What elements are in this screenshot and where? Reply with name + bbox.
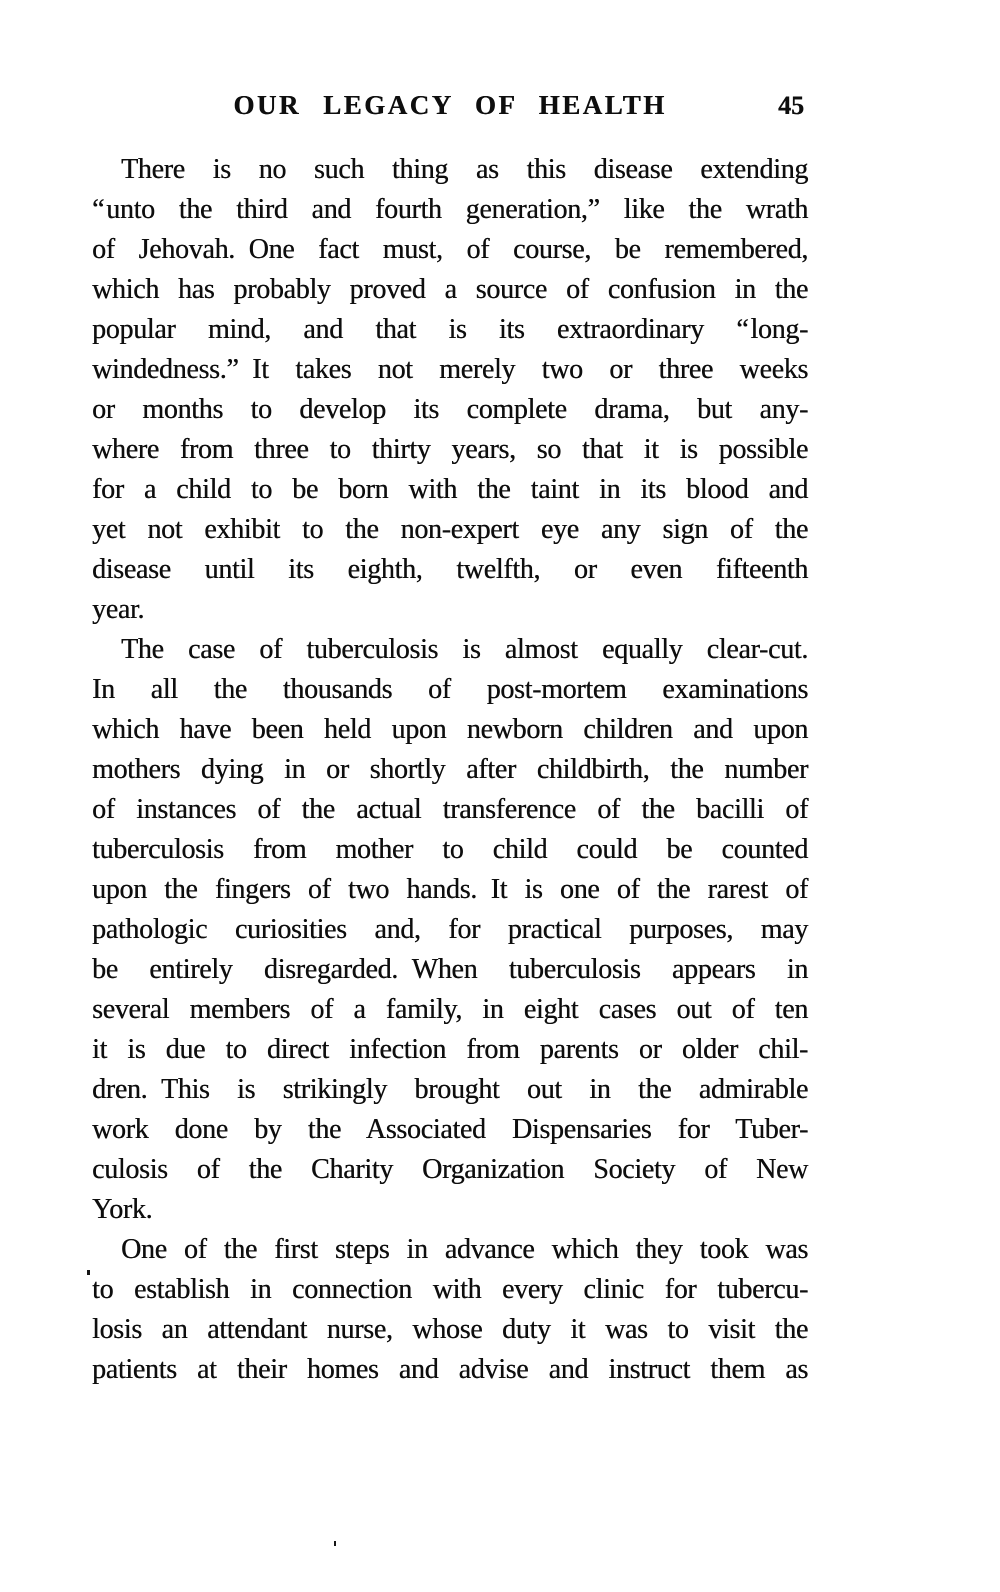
text-line: tuberculosis from mother to child could be counted xyxy=(92,834,808,865)
text-line: windedness.” It takes not merely two or three weeks xyxy=(92,354,808,385)
text-line: York. xyxy=(92,1194,153,1225)
text-line: yet not exhibit to the non-expert eye any sign of the xyxy=(92,514,808,545)
text-line: culosis of the Charity Organization Society of New xyxy=(92,1154,808,1185)
text-line: pathologic curiosities and, for practical purposes, may xyxy=(92,914,808,945)
running-title: OUR LEGACY OF HEALTH xyxy=(233,90,667,120)
text-line: work done by the Associated Dispensaries for Tuber- xyxy=(92,1114,808,1145)
scan-speck xyxy=(87,1270,90,1275)
text-line: losis an attendant nurse, whose duty it was to visit the xyxy=(92,1314,808,1345)
text-line: be entirely disregarded. When tuberculosis appears in xyxy=(92,954,808,985)
text-line: it is due to direct infection from parents or older chil- xyxy=(92,1034,808,1065)
text-line: mothers dying in or shortly after childbirth, the number xyxy=(92,754,808,785)
text-line: The case of tuberculosis is almost equally clear-cut. xyxy=(121,634,808,665)
text-line: where from three to thirty years, so that it is possible xyxy=(92,434,808,465)
text-line: “ unto the third and fourth generation,” like the wrath xyxy=(92,194,808,225)
text-line: patients at their homes and advise and instruct them as xyxy=(92,1354,808,1385)
text-line: upon the fingers of two hands. It is one of the rarest of xyxy=(92,874,808,905)
text-line: year. xyxy=(92,594,145,625)
text-line: several members of a family, in eight cases out of ten xyxy=(92,994,808,1025)
text-line: of Jehovah. One fact must, of course, be remembered, xyxy=(92,234,808,265)
text-line: dren. This is strikingly brought out in the admirable xyxy=(92,1074,808,1105)
text-line: for a child to be born with the taint in its blood and xyxy=(92,474,808,505)
text-line: or months to develop its complete drama, but any- xyxy=(92,394,808,425)
page-header xyxy=(92,90,808,126)
text-line: disease until its eighth, twelfth, or even fifteenth xyxy=(92,554,808,585)
text-line: There is no such thing as this disease extending xyxy=(121,154,808,185)
text-line: which have been held upon newborn children and upon xyxy=(92,714,808,745)
page-number: 45 xyxy=(778,91,804,120)
page-text xyxy=(92,150,808,1390)
text-line: One of the first steps in advance which they took was xyxy=(121,1234,808,1265)
text-line: In all the thousands of post-mortem examinations xyxy=(92,674,808,705)
text-line: which has probably proved a source of confusion in the xyxy=(92,274,808,305)
text-line: of instances of the actual transference of the bacilli of xyxy=(92,794,808,825)
text-line: popular mind, and that is its extraordinary “ long- xyxy=(92,314,808,345)
text-line: to establish in connection with every clinic for tubercu- xyxy=(92,1274,808,1305)
scan-speck xyxy=(334,1541,336,1546)
